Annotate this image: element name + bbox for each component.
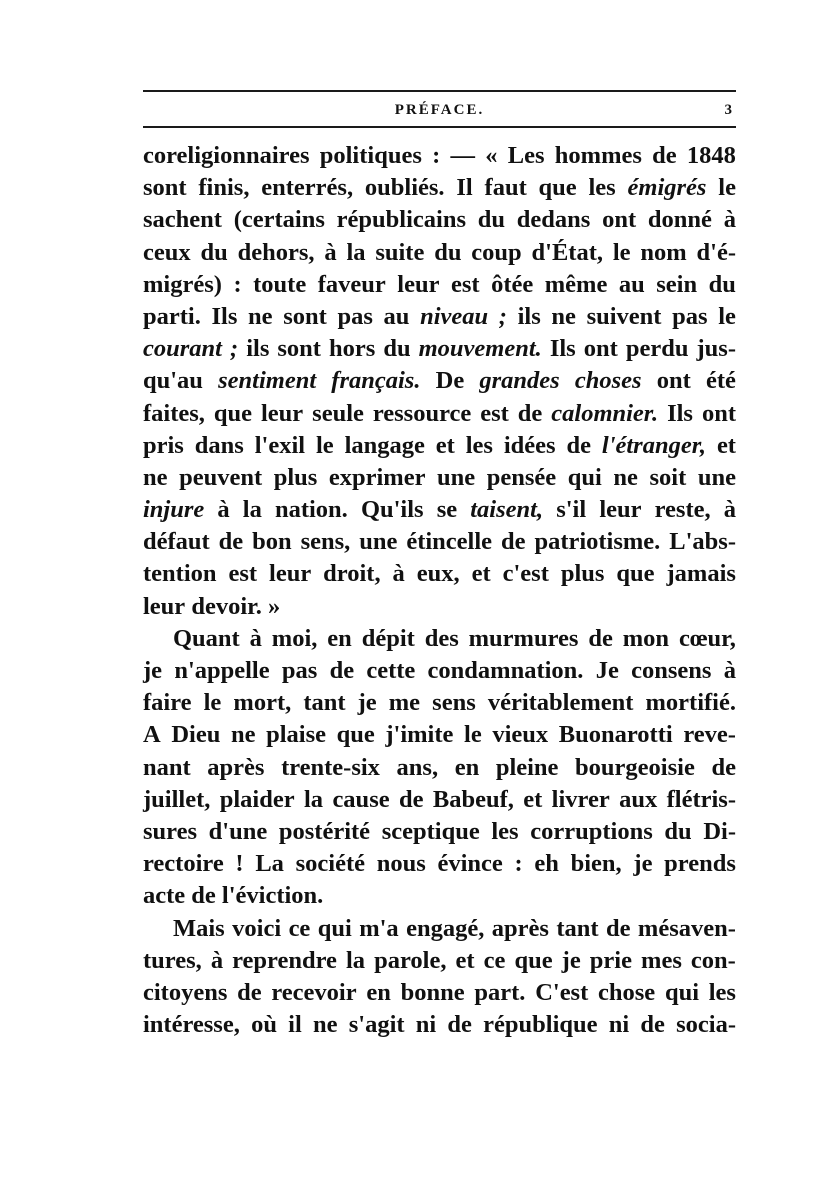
text-line: intéresse, où il ne s'agit ni de république ni de socia- <box>143 1011 736 1039</box>
text-line: coreligionnaires politiques : — « Les hommes de 1848 <box>143 142 736 169</box>
page-number: 3 <box>724 102 732 118</box>
text-line: je n'appelle pas de cette condamnation. Je consens à <box>143 657 736 684</box>
text-line: nant après trente-six ans, en pleine bourgeoisie de <box>143 753 736 781</box>
text-line: tention est leur droit, à eux, et c'est plus que jamais <box>143 560 736 588</box>
text-line: faire le mort, tant je me sens véritablement mortifié. <box>143 689 736 717</box>
text-line: sures d'une postérité sceptique les corruptions du Di- <box>143 817 736 845</box>
text-line: tures, à reprendre la parole, et ce que je prie mes con- <box>143 946 736 974</box>
text-line: ne peuvent plus exprimer une pensée qui ne soit une <box>143 463 736 491</box>
text-line: défaut de bon sens, une étincelle de patriotisme. L'abs- <box>143 528 736 556</box>
header-top-rule <box>143 90 736 92</box>
text-line: rectoire ! La société nous évince : eh bien, je prends <box>143 850 736 878</box>
text-line: leur devoir. » <box>143 592 281 620</box>
running-title: PRÉFACE. <box>394 102 485 118</box>
header-bottom-rule <box>143 126 736 128</box>
text-line: sont finis, enterrés, oubliés. Il faut que les émigrés le <box>143 174 736 202</box>
text-line: faites, que leur seule ressource est de calomnier. Ils ont <box>143 399 736 427</box>
text-line: Mais voici ce qui m'a engagé, après tant de mésaven- <box>173 914 736 942</box>
text-line: injure à la nation. Qu'ils se taisent, s'il leur reste, à <box>143 496 736 524</box>
text-line: parti. Ils ne sont pas au niveau ; ils ne suivent pas le <box>143 302 736 330</box>
text-line: pris dans l'exil le langage et les idées de l'étranger, et <box>143 431 736 459</box>
body-text <box>143 140 736 1041</box>
text-line: citoyens de recevoir en bonne part. C'est chose qui les <box>143 978 736 1006</box>
text-line: sachent (certains républicains du dedans ont donné à <box>143 206 736 234</box>
text-line: migrés) : toute faveur leur est ôtée même au sein du <box>143 270 736 298</box>
text-line: juillet, plaider la cause de Babeuf, et livrer aux flétris- <box>143 785 736 813</box>
text-line: courant ; ils sont hors du mouvement. Ils ont perdu jus- <box>143 335 736 363</box>
text-line: acte de l'éviction. <box>143 882 324 910</box>
text-line: ceux du dehors, à la suite du coup d'État, le nom d'é- <box>143 238 736 266</box>
text-line: A Dieu ne plaise que j'imite le vieux Buonarotti reve- <box>143 721 736 749</box>
text-line: qu'au sentiment français. De grandes choses ont été <box>143 367 736 395</box>
running-header <box>143 97 736 123</box>
text-line: Quant à moi, en dépit des murmures de mon cœur, <box>173 624 736 652</box>
